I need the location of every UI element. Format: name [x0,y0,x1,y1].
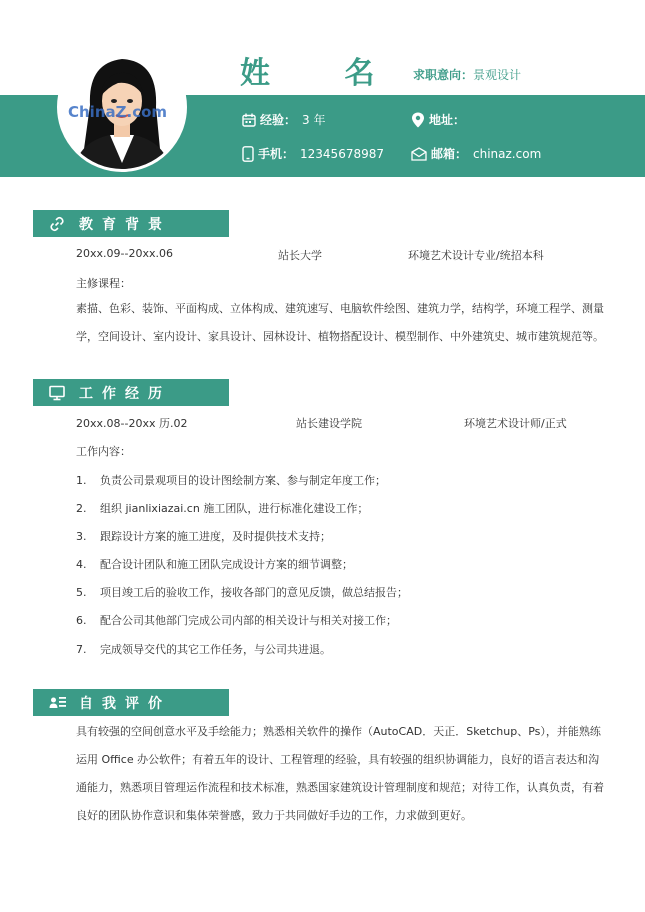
experience-row [242,111,325,128]
avatar-illustration [60,45,184,169]
address-label: 地址： [429,113,466,127]
job-intent-value: 景观设计 [473,68,522,82]
education-school: 站长大学 [278,249,322,262]
phone-label: 手机： [258,147,295,161]
avatar [57,42,187,172]
education-courses-text: 素描、色彩、装饰、平面构成、立体构成、建筑速写、电脑软件绘图、建筑力学，结构学，环境工程学、测量学，空间设计、室内设计、家具设计、园林设计、植物搭配设计、模型制作、中外建筑史、城市建筑规范等。 [76,302,604,343]
location-pin-icon [411,112,425,128]
email-label: 邮箱： [431,147,468,161]
email-row [411,145,541,162]
education-period: 20xx.09--20xx.06 [76,247,173,260]
experience-value: 3 年 [302,113,326,127]
experience-label: 经验： [260,113,297,127]
section-header-self-eval [33,689,229,716]
link-icon [49,216,71,232]
email-value: chinaz.com [473,146,542,161]
calendar-icon [242,113,256,127]
list-item: 7. 完成领导交代的其它工作任务，与公司共进退。 [76,643,331,656]
education-major: 环境艺术设计专业/统招本科 [408,249,544,262]
mail-icon [411,147,427,161]
avatar-watermark: ChinaZ.com [68,103,168,121]
work-period: 20xx.08--20xx 历.02 [76,417,188,430]
address-row [411,111,471,128]
section-title-self-eval: 自我评价 [79,695,171,712]
section-title-education: 教育背景 [79,216,171,233]
work-position: 环境艺术设计师/正式 [464,417,567,430]
list-item: 2. 组织 jianlixiazai.cn 施工团队，进行标准化建设工作； [76,502,369,515]
profile-list-icon [49,695,71,711]
work-company: 站长建设学院 [296,417,362,430]
list-item: 4. 配合设计团队和施工团队完成设计方案的细节调整； [76,558,353,571]
list-item: 6. 配合公司其他部门完成公司内部的相关设计与相关对接工作； [76,614,397,627]
list-item: 1. 负责公司景观项目的设计图绘制方案、参与制定年度工作； [76,474,386,487]
self-eval-text: 具有较强的空间创意水平及手绘能力；熟悉相关软件的操作（AutoCAD．天正．Sketchup、Ps），并能熟练运用 Office 办公软件；有着五年的设计、工程管理的经验，具有较强的组织协调能力，良好的语言表达和沟通能力，熟悉项目管理运作流程和技术标准，熟悉国家建筑设计管理制度和规范；对待工作，认真负责，有着良好的团队协作意识和集体荣誉感，致力于共同做好手边的工作，力求做到更好。 [76,725,604,822]
work-content-label: 工作内容： [76,445,131,458]
section-header-work [33,379,229,406]
list-item: 5. 项目竣工后的验收工作，接收各部门的意见反馈，做总结报告； [76,586,408,599]
section-header-education [33,210,229,237]
phone-icon [242,146,254,162]
page-title: 姓 名 [240,56,407,91]
phone-value: 12345678987 [300,146,384,161]
job-intent [413,66,521,83]
job-intent-label: 求职意向： [413,68,474,82]
monitor-icon [49,385,71,401]
list-item: 3. 跟踪设计方案的施工进度，及时提供技术支持； [76,530,331,543]
education-courses-label: 主修课程： [76,277,131,290]
phone-row [242,145,384,162]
section-title-work: 工作经历 [79,385,171,402]
